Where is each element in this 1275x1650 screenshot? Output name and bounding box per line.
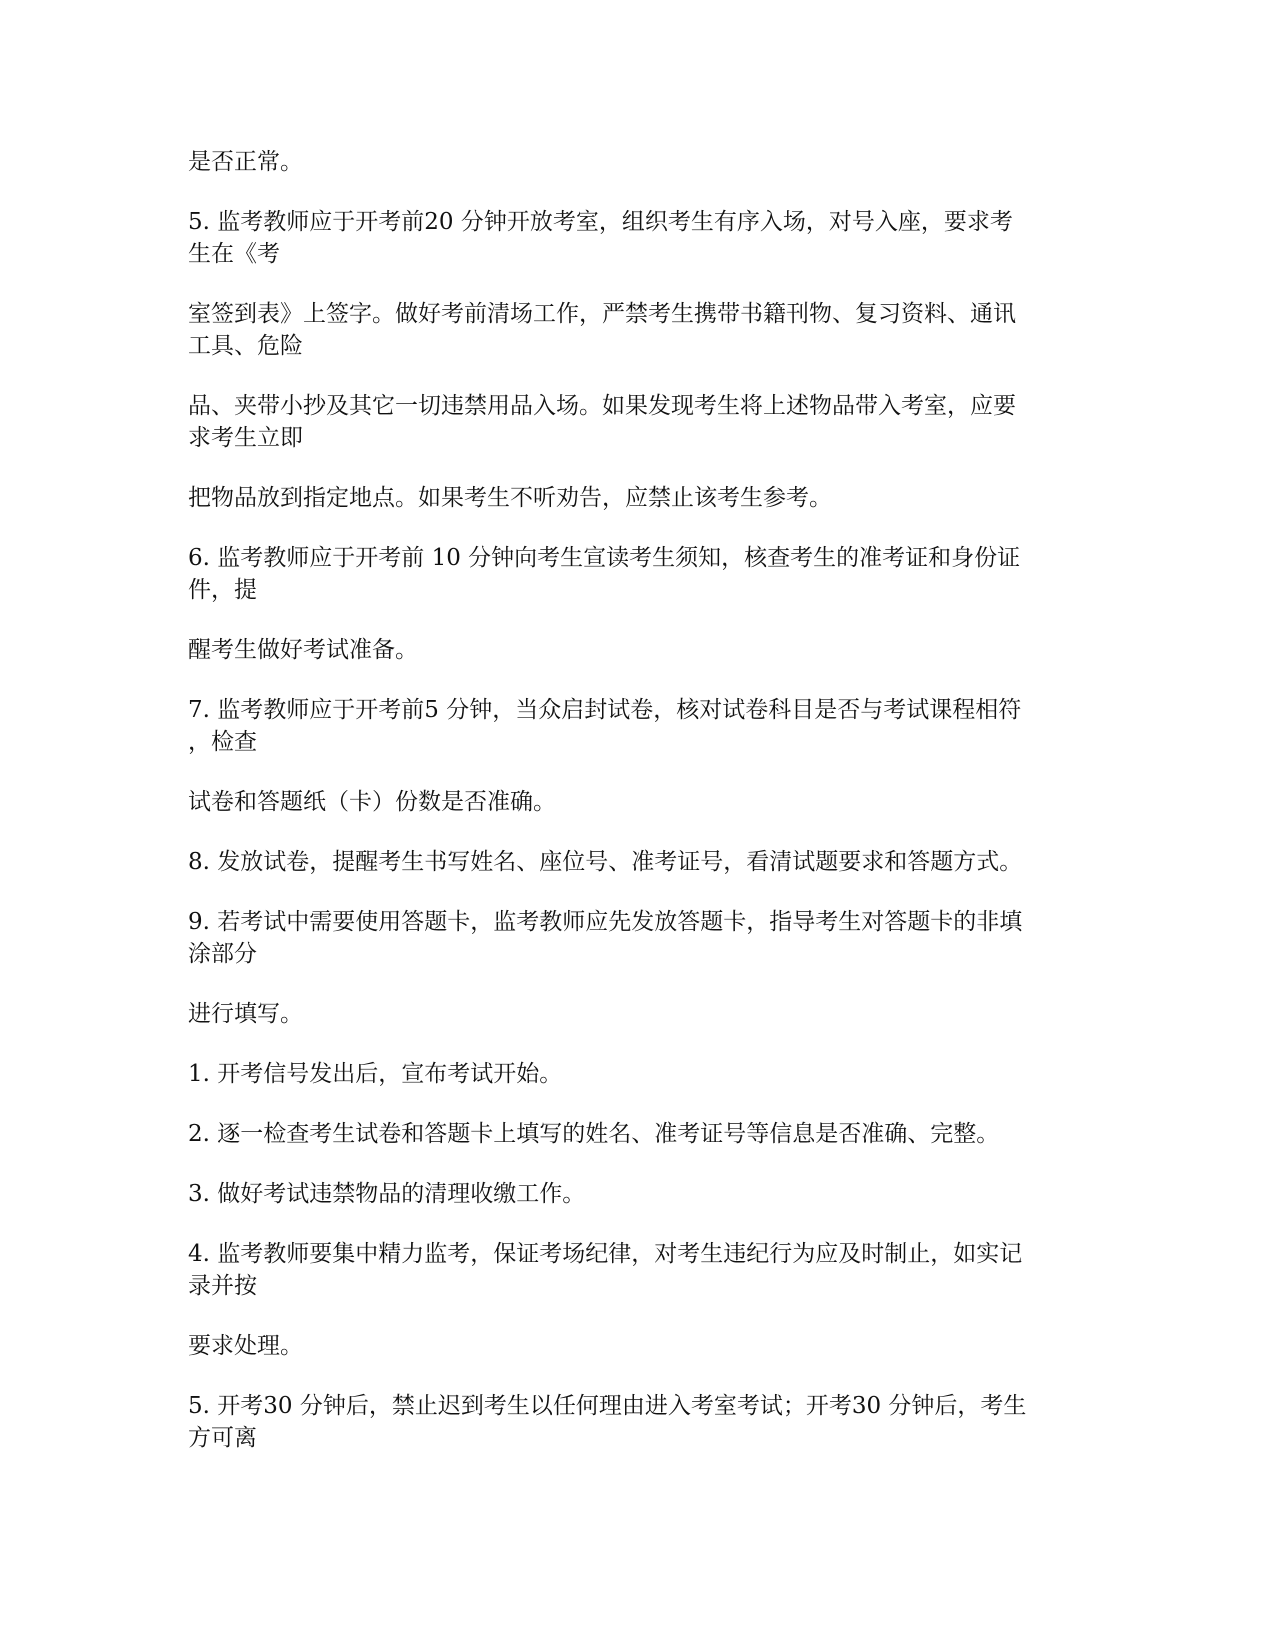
text-line: 4. 监考教师要集中精力监考，保证考场纪律，对考生违纪行为应及时制止，如实记 [188,1241,1023,1267]
paragraph-2 [188,206,1108,270]
text-line: 品、夹带小抄及其它一切违禁用品入场。如果发现考生将上述物品带入考室，应要 [188,393,1016,419]
text-line: 7. 监考教师应于开考前5 分钟，当众启封试卷，核对试卷科目是否与考试课程相符 [188,697,1022,723]
text-line: 进行填写。 [188,1001,303,1027]
text-line: 9. 若考试中需要使用答题卡，监考教师应先发放答题卡，指导考生对答题卡的非填 [188,909,1023,935]
text-line: 试卷和答题纸（卡）份数是否准确。 [188,789,556,815]
text-line: 把物品放到指定地点。如果考生不听劝告，应禁止该考生参考。 [188,485,832,511]
paragraph-13 [188,1058,1108,1090]
text-line: 录并按 [188,1273,257,1299]
text-line: 是否正常。 [188,149,303,175]
paragraph-1 [188,146,1108,178]
text-line: 3. 做好考试违禁物品的清理收缴工作。 [188,1181,586,1207]
text-line: 要求处理。 [188,1333,303,1359]
text-line: 5. 监考教师应于开考前20 分钟开放考室，组织考生有序入场，对号入座，要求考 [188,209,1013,235]
document-page [188,146,1108,1482]
text-line: 涂部分 [188,941,257,967]
text-line: ，检查 [188,729,257,755]
text-line: 8. 发放试卷，提醒考生书写姓名、座位号、准考证号，看清试题要求和答题方式。 [188,849,1023,875]
paragraph-12 [188,998,1108,1030]
paragraph-16 [188,1238,1108,1302]
paragraph-18 [188,1390,1108,1454]
text-line: 方可离 [188,1425,257,1451]
paragraph-5 [188,482,1108,514]
text-line: 生在《考 [188,241,280,267]
text-line: 5. 开考30 分钟后，禁止迟到考生以任何理由进入考室考试；开考30 分钟后，考生 [188,1393,1027,1419]
text-line: 1. 开考信号发出后，宣布考试开始。 [188,1061,563,1087]
paragraph-8 [188,694,1108,758]
paragraph-9 [188,786,1108,818]
paragraph-3 [188,298,1108,362]
text-line: 件，提 [188,577,257,603]
paragraph-17 [188,1330,1108,1362]
paragraph-7 [188,634,1108,666]
text-line: 2. 逐一检查考生试卷和答题卡上填写的姓名、准考证号等信息是否准确、完整。 [188,1121,1000,1147]
paragraph-10 [188,846,1108,878]
paragraph-4 [188,390,1108,454]
paragraph-6 [188,542,1108,606]
text-line: 6. 监考教师应于开考前 10 分钟向考生宣读考生须知，核查考生的准考证和身份证 [188,545,1021,571]
paragraph-14 [188,1118,1108,1150]
text-line: 求考生立即 [188,425,303,451]
paragraph-15 [188,1178,1108,1210]
text-line: 室签到表》上签字。做好考前清场工作，严禁考生携带书籍刊物、复习资料、通讯 [188,301,1016,327]
paragraph-11 [188,906,1108,970]
text-line: 工具、危险 [188,333,303,359]
text-line: 醒考生做好考试准备。 [188,637,418,663]
